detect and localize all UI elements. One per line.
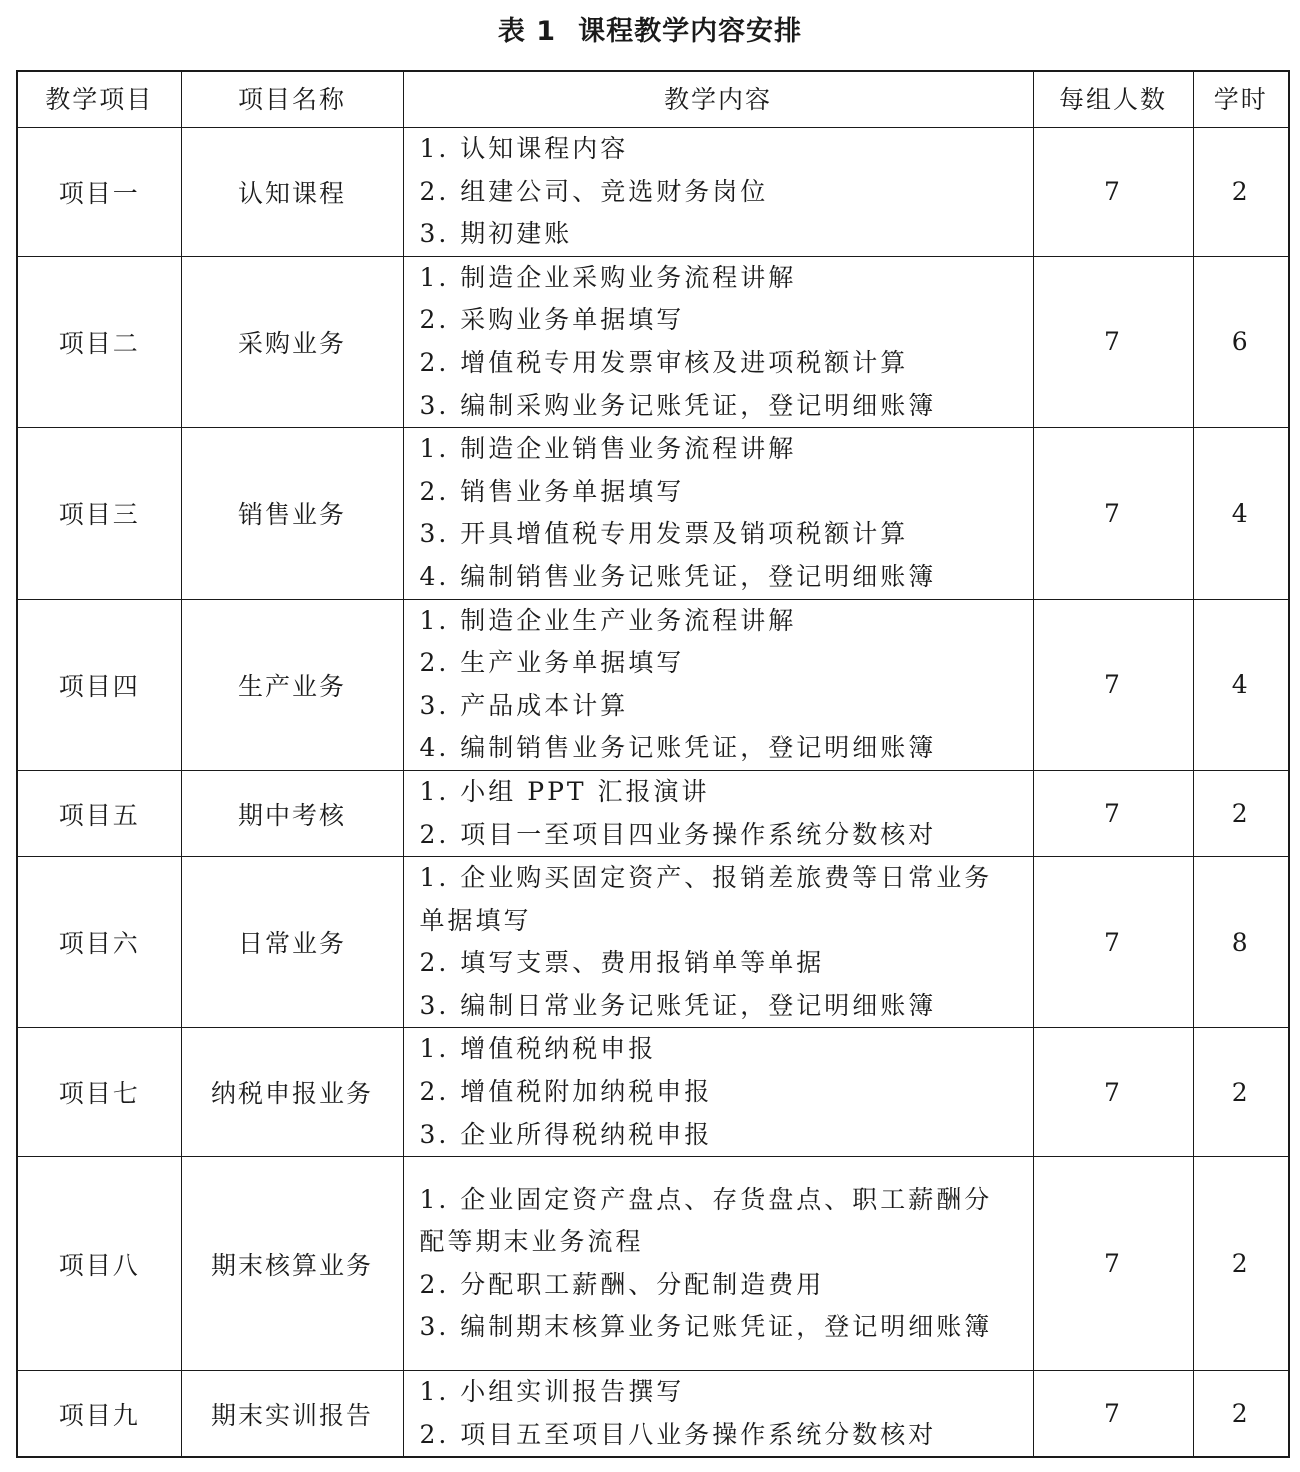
group-size-cell: 7: [1033, 599, 1193, 770]
content-line: 2. 增值税专用发票审核及进项税额计算: [419, 347, 909, 377]
project-cell: 项目一: [17, 128, 181, 257]
content-line: 3. 企业所得税纳税申报: [419, 1119, 713, 1149]
group-size-cell: 7: [1033, 428, 1193, 599]
hours-cell: 2: [1193, 1371, 1289, 1458]
hours-cell: 8: [1193, 857, 1289, 1028]
content-cell: [403, 256, 1033, 427]
name-cell: 采购业务: [181, 256, 403, 427]
content-line: 1. 增值税纳税申报: [419, 1034, 657, 1064]
content-line: 2. 采购业务单据填写: [419, 305, 685, 335]
project-cell: 项目四: [17, 599, 181, 770]
content-line: 1. 企业固定资产盘点、存货盘点、职工薪酬分配等期末业务流程: [419, 1184, 993, 1257]
content-line: 2. 增值税附加纳税申报: [419, 1077, 713, 1107]
content-line: 1. 认知课程内容: [419, 134, 629, 163]
name-cell: 销售业务: [181, 428, 403, 599]
table-row: [17, 857, 1289, 1028]
content-line: 2. 组建公司、竞选财务岗位: [419, 176, 769, 206]
content-line: 3. 开具增值税专用发票及销项税额计算: [419, 519, 909, 549]
header-project: 教学项目: [17, 71, 181, 128]
name-cell: 认知课程: [181, 128, 403, 257]
table-title: 课程教学内容安排: [578, 16, 803, 47]
content-line: 1. 小组实训报告撰写: [419, 1377, 685, 1407]
group-size-cell: 7: [1033, 1028, 1193, 1157]
table-row: [17, 599, 1289, 770]
content-line: 1. 制造企业销售业务流程讲解: [419, 434, 797, 464]
content-cell: [403, 1157, 1033, 1371]
content-cell: [403, 599, 1033, 770]
content-line: 4. 编制销售业务记账凭证，登记明细账簿: [419, 561, 937, 591]
content-line: 1. 制造企业采购业务流程讲解: [419, 262, 797, 292]
content-line: 2. 销售业务单据填写: [419, 476, 685, 506]
content-line: 3. 产品成本计算: [419, 690, 629, 720]
project-cell: 项目九: [17, 1371, 181, 1458]
group-size-cell: 7: [1033, 770, 1193, 856]
content-line: 4. 编制销售业务记账凭证，登记明细账簿: [419, 733, 937, 763]
name-cell: 日常业务: [181, 857, 403, 1028]
content-line: 3. 期初建账: [419, 219, 573, 249]
content-cell: [403, 128, 1033, 257]
project-cell: 项目八: [17, 1157, 181, 1371]
hours-cell: 4: [1193, 599, 1289, 770]
header-name: 项目名称: [181, 71, 403, 128]
content-line: 2. 项目一至项目四业务操作系统分数核对: [419, 819, 937, 849]
group-size-cell: 7: [1033, 256, 1193, 427]
content-cell: [403, 857, 1033, 1028]
content-line: 2. 项目五至项目八业务操作系统分数核对: [419, 1419, 937, 1449]
hours-cell: 2: [1193, 1157, 1289, 1371]
content-cell: [403, 1028, 1033, 1157]
project-cell: 项目二: [17, 256, 181, 427]
table-row: [17, 1157, 1289, 1371]
hours-cell: 4: [1193, 428, 1289, 599]
content-cell: [403, 428, 1033, 599]
table-row: [17, 770, 1289, 856]
table-row: [17, 1371, 1289, 1458]
hours-cell: 6: [1193, 256, 1289, 427]
table-row: [17, 256, 1289, 427]
name-cell: 期末实训报告: [181, 1371, 403, 1458]
content-line: 3. 编制采购业务记账凭证，登记明细账簿: [419, 390, 937, 420]
content-line: 3. 编制日常业务记账凭证，登记明细账簿: [419, 990, 937, 1020]
project-cell: 项目六: [17, 857, 181, 1028]
group-size-cell: 7: [1033, 1371, 1193, 1458]
table-row: [17, 128, 1289, 257]
course-content-table: [16, 70, 1290, 1458]
project-cell: 项目七: [17, 1028, 181, 1157]
name-cell: 纳税申报业务: [181, 1028, 403, 1157]
hours-cell: 2: [1193, 770, 1289, 856]
table-caption: [0, 10, 1300, 54]
content-cell: [403, 770, 1033, 856]
project-cell: 项目五: [17, 770, 181, 856]
group-size-cell: 7: [1033, 857, 1193, 1028]
content-line: 2. 分配职工薪酬、分配制造费用: [419, 1269, 825, 1299]
content-line: 2. 填写支票、费用报销单等单据: [419, 948, 825, 978]
table-row: [17, 428, 1289, 599]
header-hours: 学时: [1193, 71, 1289, 128]
group-size-cell: 7: [1033, 1157, 1193, 1371]
content-line: 1. 制造企业生产业务流程讲解: [419, 605, 797, 635]
group-size-cell: 7: [1033, 128, 1193, 257]
header-content: 教学内容: [403, 71, 1033, 128]
table-header-row: [17, 71, 1289, 128]
content-line: 1. 企业购买固定资产、报销差旅费等日常业务单据填写: [419, 863, 993, 935]
content-line: 2. 生产业务单据填写: [419, 648, 685, 678]
table-row: [17, 1028, 1289, 1157]
name-cell: 期末核算业务: [181, 1157, 403, 1371]
content-cell: [403, 1371, 1033, 1458]
header-group-size: 每组人数: [1033, 71, 1193, 128]
name-cell: 期中考核: [181, 770, 403, 856]
project-cell: 项目三: [17, 428, 181, 599]
name-cell: 生产业务: [181, 599, 403, 770]
hours-cell: 2: [1193, 128, 1289, 257]
hours-cell: 2: [1193, 1028, 1289, 1157]
content-line: 1. 小组 PPT 汇报演讲: [419, 776, 710, 806]
content-line: 3. 编制期末核算业务记账凭证，登记明细账簿: [419, 1312, 993, 1342]
table-number: 表 1: [497, 16, 557, 47]
